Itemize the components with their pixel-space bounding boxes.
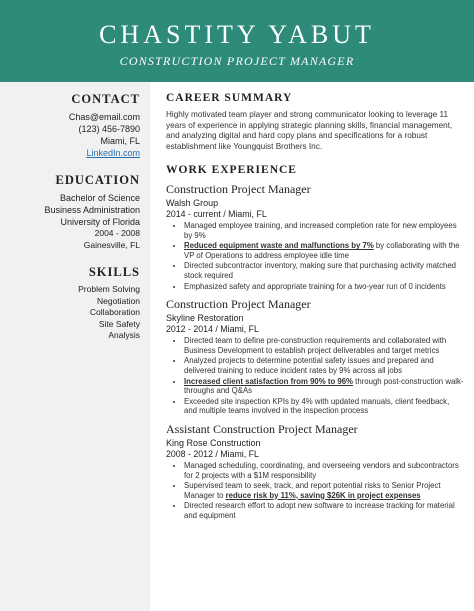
job-entry [166, 182, 464, 291]
job-dates: 2012 - 2014 / Miami, FL [166, 324, 259, 335]
bullet-highlight: Increased client satisfaction from 90% to 96% [184, 376, 353, 386]
job-bullet: • Exceeded site inspection KPIs by 4% with updated manuals, client feedback, and multiple teams involved in the inspection process [184, 397, 464, 416]
main-content [166, 92, 464, 526]
bullet-text: Supervised team to seek, track, and report potential risks to Senior Project Manager to [184, 481, 441, 500]
job-bullet [184, 377, 464, 396]
job-bullet [184, 241, 464, 260]
job-bullet [184, 481, 464, 500]
job-dates: 2014 - current / Miami, FL [166, 209, 267, 219]
job-bullet: • Directed subcontractor inventory, making sure that purchasing activity matched stock required [184, 261, 464, 280]
skills-section [0, 265, 140, 342]
education-degree-1: Bachelor of Science [59, 193, 140, 203]
job-title: Construction Project Manager [166, 182, 311, 196]
resume-header [0, 0, 474, 82]
job-bullet: • Emphasized safety and appropriate training for a two-year run of 0 incidents [184, 282, 464, 292]
contact-location: Miami, FL [100, 136, 140, 146]
education-degree-2: Business Administration [44, 205, 140, 215]
job-bullet: • Directed research effort to adopt new software to increase tracking for material and equipment [184, 501, 464, 520]
candidate-role: CONSTRUCTION PROJECT MANAGER [119, 54, 355, 68]
job-bullet: • Analyzed projects to determine potential safety issues and prepared and delivered training to reduce incident rates by 9% across all jobs [184, 356, 464, 375]
sidebar [0, 82, 150, 611]
job-bullet: • Directed team to define pre-construction requirements and collaborated with Business Development to establish project deliverables and target metrics [184, 336, 464, 355]
skill-item: Collaboration [89, 307, 140, 317]
bullet-text: through post-construction walk-throughs and Q&As [184, 376, 464, 396]
job-bullets [166, 221, 464, 291]
experience-heading: WORK EXPERIENCE [166, 164, 297, 176]
experience-section [166, 164, 464, 520]
education-school: University of Florida [60, 217, 140, 227]
skill-item: Site Safety [98, 318, 140, 329]
linkedin-link[interactable]: LinkedIn.com [86, 148, 140, 158]
education-section [0, 173, 140, 251]
education-years: 2004 - 2008 [94, 228, 140, 238]
job-entry [166, 422, 464, 521]
skill-item: Negotiation [96, 295, 140, 306]
job-company: Walsh Group [166, 198, 219, 208]
contact-phone: (123) 456-7890 [78, 124, 140, 134]
skills-heading: SKILLS [88, 265, 140, 279]
contact-email[interactable]: Chas@email.com [68, 112, 140, 122]
summary-section [166, 92, 464, 152]
bullet-text: by collaborating with the VP of Operations to address employee idle time [184, 241, 460, 260]
summary-text: Highly motivated team player and strong communicator looking to leverage 11 years of experience in applying strategic planning skills, financial management, and analyzing digital and hard copy plans and specifications for a robust establishment like Youngquist Brothers Inc. [166, 110, 453, 151]
job-bullet: • Managed scheduling, coordinating, and overseeing vendors and subcontractors for 2 projects with a $1M responsibility [184, 461, 464, 480]
job-bullets [166, 461, 464, 521]
job-title: Construction Project Manager [166, 297, 311, 312]
contact-section [0, 92, 140, 159]
job-company: King Rose Construction [166, 437, 261, 448]
contact-heading: CONTACT [71, 92, 140, 106]
candidate-name: CHASTITY YABUT [99, 20, 375, 49]
job-company: Skyline Restoration [166, 313, 244, 324]
education-location: Gainesville, FL [83, 239, 140, 250]
skill-item: Problem Solving [78, 284, 140, 294]
job-entry [166, 297, 464, 416]
bullet-highlight: reduce risk by 11%, saving $26K in project expenses [225, 490, 421, 500]
job-title: Assistant Construction Project Manager [166, 421, 358, 436]
skill-item: Analysis [108, 330, 140, 340]
summary-heading: CAREER SUMMARY [166, 92, 293, 104]
education-heading: EDUCATION [55, 173, 140, 187]
bullet-highlight: Reduced equipment waste and malfunctions by 7% [184, 241, 374, 251]
job-dates: 2008 - 2012 / Miami, FL [166, 448, 259, 459]
job-bullet: • Managed employee training, and increased completion rate for new employees by 9% [184, 221, 464, 240]
job-bullets [166, 336, 464, 416]
